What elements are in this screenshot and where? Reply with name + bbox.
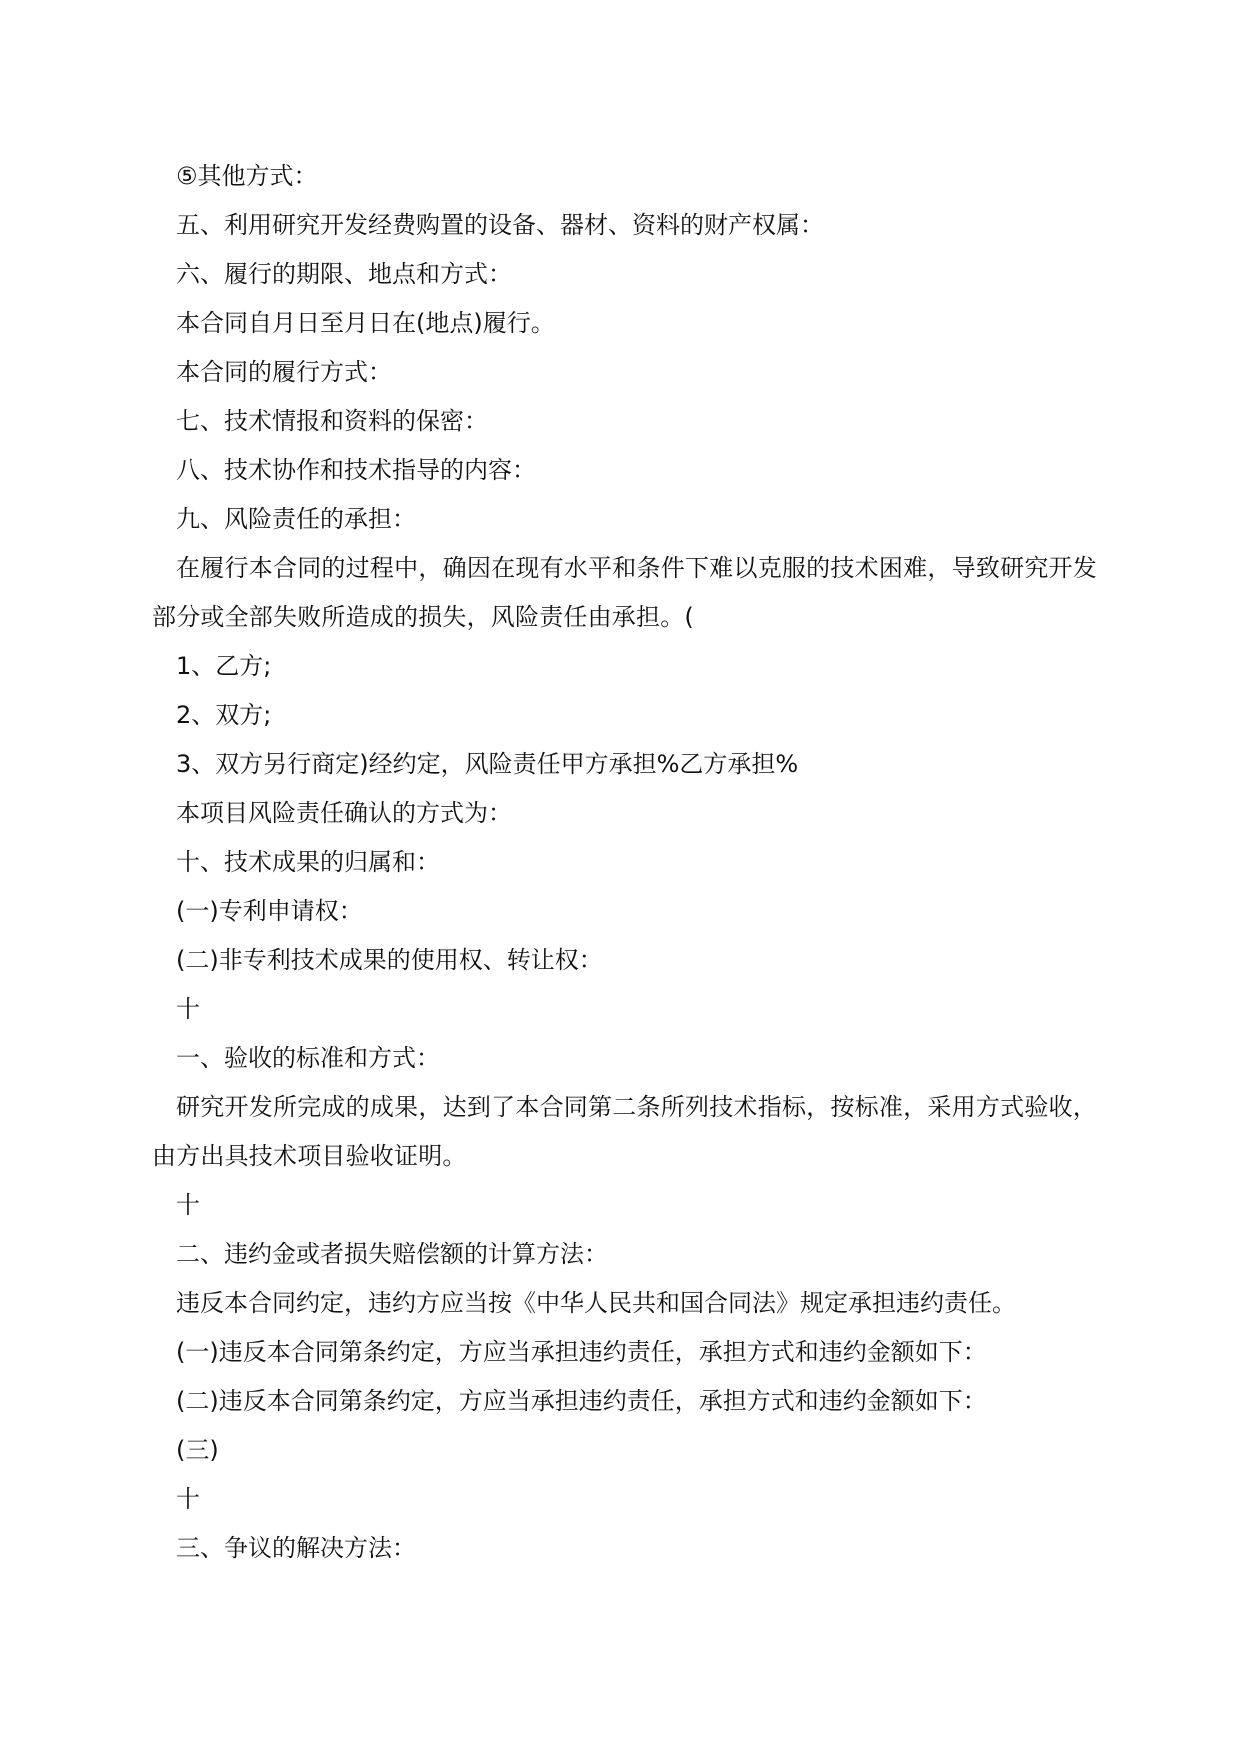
section-number: 十	[176, 1191, 200, 1219]
list-item: (一)专利申请权：	[176, 897, 363, 925]
list-item: (三)	[176, 1436, 219, 1464]
section-heading: 六、履行的期限、地点和方式：	[176, 260, 512, 288]
paragraph: 研究开发所完成的成果，达到了本合同第二条所列技术指标，按标准，采用方式验收，由方出具技术项目验收证明。	[152, 1093, 1097, 1170]
paragraph: 在履行本合同的过程中，确因在现有水平和条件下难以克服的技术困难，导致研究开发部分或全部失败所造成的损失，风险责任由承担。(	[152, 554, 1097, 631]
paragraph: 本合同的履行方式：	[176, 358, 392, 386]
list-item: 3、双方另行商定)经约定，风险责任甲方承担%乙方承担%	[176, 750, 799, 778]
section-heading: 二、违约金或者损失赔偿额的计算方法：	[176, 1240, 608, 1268]
section-heading: 十、技术成果的归属和：	[176, 848, 440, 876]
list-item: (一)违反本合同第条约定，方应当承担违约责任，承担方式和违约金额如下：	[176, 1338, 987, 1366]
section-heading: 五、利用研究开发经费购置的设备、器材、资料的财产权属：	[176, 211, 824, 239]
section-heading: 七、技术情报和资料的保密：	[176, 407, 488, 435]
paragraph: 本合同自月日至月日在(地点)履行。	[176, 309, 555, 337]
section-heading: 八、技术协作和技术指导的内容：	[176, 456, 536, 484]
section-number: 十	[176, 995, 200, 1023]
list-item: (二)违反本合同第条约定，方应当承担违约责任，承担方式和违约金额如下：	[176, 1387, 987, 1415]
section-heading: 三、争议的解决方法：	[176, 1534, 416, 1562]
section-heading: 一、验收的标准和方式：	[176, 1044, 440, 1072]
paragraph: 本项目风险责任确认的方式为：	[176, 799, 512, 827]
paragraph: ⑤其他方式：	[176, 162, 318, 190]
document-body	[152, 152, 1097, 1573]
section-number: 十	[176, 1485, 200, 1513]
paragraph: 违反本合同约定，违约方应当按《中华人民共和国合同法》规定承担违约责任。	[176, 1289, 1016, 1317]
section-heading: 九、风险责任的承担：	[176, 505, 416, 533]
list-item: (二)非专利技术成果的使用权、转让权：	[176, 946, 603, 974]
list-item: 1、乙方;	[176, 652, 272, 680]
list-item: 2、双方;	[176, 701, 272, 729]
